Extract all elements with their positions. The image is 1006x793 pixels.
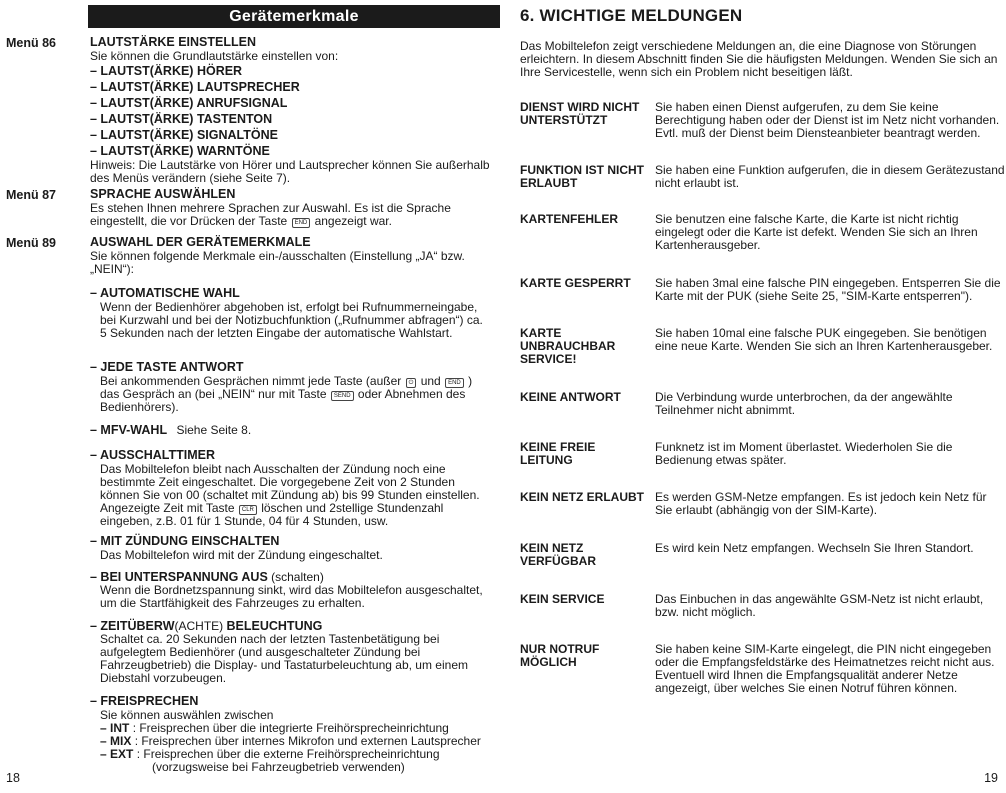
message-title: KARTENFEHLER <box>520 212 618 226</box>
page-number-right: 19 <box>984 771 998 785</box>
feature-desc: Das Mobiltelefon wird mit der Zündung eingeschaltet. <box>100 548 383 562</box>
menu-86-block <box>6 36 496 185</box>
message-desc: Sie haben 3mal eine falsche PIN eingegeben. Entsperren Sie die Karte mit der PUK (siehe Seite 25, "SIM-Karte entsperren"). <box>655 276 1001 303</box>
menu-note: Hinweis: Die Lautstärke von Hörer und Lautsprecher können Sie außerhalb des Menüs verändern (siehe Seite 7). <box>90 158 490 185</box>
feature-title-mid: (ACHTE) <box>174 619 224 633</box>
feature-title: – JEDE TASTE ANTWORT <box>90 360 244 374</box>
message-desc: Funknetz ist im Moment überlastet. Wiederholen Sie die Bedienung etwas später. <box>655 440 953 467</box>
right-page <box>506 0 1006 793</box>
message-title: KEIN NETZ VERFÜGBAR <box>520 541 597 568</box>
volume-option: – LAUTST(ÄRKE) LAUTSPRECHER <box>90 80 300 94</box>
chapter-heading: 6. WICHTIGE MELDUNGEN <box>520 6 743 25</box>
chapter-intro: Das Mobiltelefon zeigt verschiedene Meldungen an, die eine Diagnose von Störungen erleichtern. In diesem Abschnitt finden Sie die häufigsten Meldungen. Wenden Sie sich an Ihre Servicestelle, wenn sich ein Problem nicht beseitigen läßt. <box>520 39 998 79</box>
menu-body <box>90 236 496 276</box>
feature-title-end: BELEUCHTUNG <box>226 619 323 633</box>
feature-title: – AUSSCHALTTIMER <box>90 448 215 462</box>
message-desc: Sie haben einen Dienst aufgerufen, zu dem Sie keine Berechtigung haben oder der Dienst ist im Netz nicht vorhanden. Evtl. muß der Dienst beim Diensteanbieter beantragt werden. <box>655 100 1000 140</box>
feature-desc <box>100 375 490 414</box>
section-banner: Gerätemerkmale <box>88 5 500 28</box>
feature-freisprechen <box>90 695 490 774</box>
feature-jede-taste <box>90 361 490 414</box>
frei-int-key: – INT <box>100 721 130 735</box>
frei-ext-text: : Freisprechen über die externe Freihörsprecheinrichtung <box>136 747 440 761</box>
message-title: KARTE GESPERRT <box>520 276 631 290</box>
message-desc: Sie benutzen eine falsche Karte, die Karte ist nicht richtig eingelegt oder die Karte ist defekt. Wenden Sie sich an Ihren Kartenherausgeber. <box>655 212 978 252</box>
feature-title: – BEI UNTERSPANNUNG AUS <box>90 570 268 584</box>
frei-intro: Sie können auswählen zwischen <box>100 708 274 722</box>
page-number-left: 18 <box>6 771 20 785</box>
message-title: KEIN NETZ ERLAUBT <box>520 490 644 504</box>
feature-beleuchtung <box>90 620 490 685</box>
desc-part: ) das Gespräch an (bei „NEIN“ nur mit Taste <box>100 374 473 401</box>
feature-desc: Wenn die Bordnetzspannung sinkt, wird das Mobiltelefon ausgeschaltet, um die Startfähigkeit des Fahrzeuges zu erhalten. <box>100 583 483 610</box>
message-title: NUR NOTRUF MÖGLICH <box>520 642 600 669</box>
frei-ext-key: – EXT <box>100 747 134 761</box>
send-key-icon: SEND <box>331 391 354 401</box>
end-key-icon: END <box>292 218 311 228</box>
feature-desc: Schaltet ca. 20 Sekunden nach der letzten Tastenbetätigung bei aufgelegtem Bedienhörer (und ausgeschalteter Zündung bei Fahrzeugbetrieb) die Display- und Tastaturbeleuchtung ab, um einem Diebstahl vorzubeugen. <box>100 632 468 685</box>
left-page <box>0 0 500 793</box>
menu-intro: Sie können die Grundlautstärke einstellen von: <box>90 49 339 63</box>
feature-desc: Siehe Seite 8. <box>176 423 252 437</box>
message-title: KEINE FREIE LEITUNG <box>520 440 596 467</box>
message-desc: Sie haben eine Funktion aufgerufen, die in diesem Gerätezustand nicht erlaubt ist. <box>655 163 1005 190</box>
feature-title: – ZEITÜBERW <box>90 619 175 633</box>
desc-part: oder Abnehmen des Bedienhörers). <box>100 387 466 414</box>
menu-text-b: angezeigt war. <box>314 214 392 228</box>
feature-ausschalttimer <box>90 449 490 528</box>
menu-text-a: Es stehen Ihnen mehrere Sprachen zur Auswahl. Es ist die Sprache eingestellt, die vor Drücken der Taste <box>90 201 451 228</box>
menu-body <box>90 188 496 228</box>
message-desc: Die Verbindung wurde unterbrochen, da der angewählte Teilnehmer nicht abnimmt. <box>655 390 953 417</box>
message-desc: Das Einbuchen in das angewählte GSM-Netz ist nicht erlaubt, bzw. nicht möglich. <box>655 592 984 619</box>
menu-body <box>90 36 496 185</box>
menu-label: Menü 86 <box>6 36 57 50</box>
menu-89-block <box>6 236 496 276</box>
message-title: KEIN SERVICE <box>520 592 605 606</box>
clr-key-icon: CLR <box>239 505 257 515</box>
message-desc: Es werden GSM-Netze empfangen. Es ist jedoch kein Netz für Sie erlaubt (abhängig von der SIM-Karte). <box>655 490 987 517</box>
menu-text <box>90 202 496 228</box>
power-key-icon: ⏻ <box>406 378 417 388</box>
feature-title: – MFV-WAHL <box>90 423 168 437</box>
menu-label: Menü 89 <box>6 236 57 250</box>
menu-title: SPRACHE AUSWÄHLEN <box>90 187 236 201</box>
desc-part: Bei ankommenden Gesprächen nimmt jede Taste (außer <box>100 374 402 388</box>
menu-title: AUSWAHL DER GERÄTEMERKMALE <box>90 235 311 249</box>
message-desc: Es wird kein Netz empfangen. Wechseln Sie Ihren Standort. <box>655 541 974 555</box>
desc-part: löschen und 2stellige Stundenzahl eingeben, z.B. 01 für 1 Stunde, 04 für 4 Stunden, usw. <box>100 501 444 528</box>
volume-option: – LAUTST(ÄRKE) HÖRER <box>90 64 243 78</box>
menu-87-block <box>6 188 496 228</box>
message-desc: Sie haben keine SIM-Karte eingelegt, die PIN nicht eingegeben oder die Empfangsfeldstärke des Heimatnetzes reicht nicht aus. Eventuell wird Ihnen die Empfangsqualität anderer Netze angezeigt, über welches Sie einen Notruf führen können. <box>655 642 995 695</box>
message-title: KARTE UNBRAUCHBAR SERVICE! <box>520 326 616 366</box>
desc-part: und <box>420 374 441 388</box>
feature-title-suffix: (schalten) <box>271 570 324 584</box>
message-title: KEINE ANTWORT <box>520 390 621 404</box>
feature-desc: Wenn der Bedienhörer abgehoben ist, erfolgt bei Rufnummerneingabe, bei Kurzwahl und bei der Notizbuchfunktion („Rufnummer abfragen“) ca. 5 Sekunden nach der letzten Eingabe der automatische Wahlstart. <box>100 300 483 340</box>
volume-option: – LAUTST(ÄRKE) WARNTÖNE <box>90 144 270 158</box>
message-title: FUNKTION IST NICHT ERLAUBT <box>520 163 644 190</box>
menu-title: LAUTSTÄRKE EINSTELLEN <box>90 35 256 49</box>
feature-unterspannung <box>90 571 490 610</box>
menu-label: Menü 87 <box>6 188 57 202</box>
volume-option: – LAUTST(ÄRKE) SIGNALTÖNE <box>90 128 278 142</box>
message-title: DIENST WIRD NICHT UNTERSTÜTZT <box>520 100 640 127</box>
feature-zuendung <box>90 535 490 562</box>
desc-part: Das Mobiltelefon bleibt nach Ausschalten der Zündung noch eine bestimmte Zeit eingeschaltet. Die vorgegebene Zeit von 2 Stunden können Sie von 00 (schaltet mit Zündung ab) bis 99 Stunden einstellen. Angezeigte Zeit mit Taste <box>100 462 480 515</box>
end-key-icon: END <box>445 378 464 388</box>
feature-title: – AUTOMATISCHE WAHL <box>90 286 240 300</box>
feature-desc <box>100 709 490 774</box>
feature-automatische-wahl <box>90 287 490 340</box>
feature-mfv-wahl <box>90 424 490 437</box>
menu-intro: Sie können folgende Merkmale ein-/ausschalten (Einstellung „JA“ bzw. „NEIN“): <box>90 249 465 276</box>
frei-mix-key: – MIX <box>100 734 132 748</box>
feature-desc <box>100 463 490 528</box>
feature-title: – MIT ZÜNDUNG EINSCHALTEN <box>90 534 280 548</box>
volume-option: – LAUTST(ÄRKE) TASTENTON <box>90 112 273 126</box>
frei-ext-text2: (vorzugsweise bei Fahrzeugbetrieb verwenden) <box>152 760 405 774</box>
volume-option: – LAUTST(ÄRKE) ANRUFSIGNAL <box>90 96 288 110</box>
message-desc: Sie haben 10mal eine falsche PUK eingegeben. Sie benötigen eine neue Karte. Wenden Sie sich an Ihren Kartenherausgeber. <box>655 326 993 353</box>
frei-mix-text: : Freisprechen über internes Mikrofon und externen Lautsprecher <box>134 734 481 748</box>
feature-title: – FREISPRECHEN <box>90 694 199 708</box>
frei-int-text: : Freisprechen über die integrierte Freihörsprecheinrichtung <box>132 721 449 735</box>
